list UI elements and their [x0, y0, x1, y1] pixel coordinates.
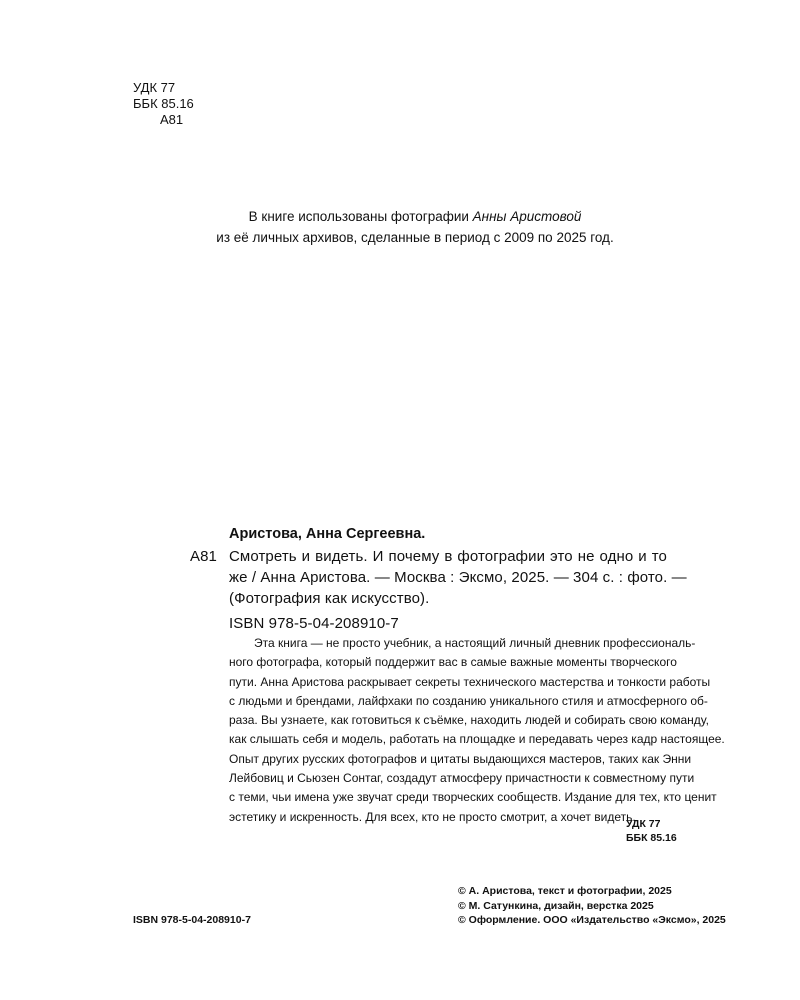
copyright-line: © Оформление. ООО «Издательство «Эксмо», 2025	[458, 914, 726, 926]
annotation-line: с теми, чьи имена уже звучат среди творческих сообществ. Издание для тех, кто ценит	[229, 790, 717, 805]
author-heading: Аристова, Анна Сергеевна.	[229, 526, 426, 542]
copyright-line: © А. Аристова, текст и фотографии, 2025	[458, 885, 672, 897]
isbn-bottom: ISBN 978-5-04-208910-7	[133, 914, 251, 926]
photo-note-prefix: В книге использованы фотографии	[248, 209, 473, 224]
annotation-line: Лейбовиц и Сьюзен Сонтаг, создадут атмосферу причастности к совместному пути	[229, 771, 695, 786]
annotation-line: ного фотографа, который поддержит вас в самые важные моменты творческого	[229, 655, 677, 670]
description-line: Смотреть и видеть. И почему в фотографии это не одно и то	[229, 548, 667, 565]
bbk-code: ББК 85.16	[133, 96, 194, 111]
photo-note-line-2: из её личных архивов, сделанные в период с 2009 по 2025 год.	[216, 230, 614, 245]
classification-block-top	[133, 80, 194, 128]
author-mark: А81	[160, 112, 184, 127]
udk-code-bottom: УДК 77	[626, 818, 661, 830]
photographer-name: Анны Аристовой	[472, 209, 582, 224]
bibliographic-description	[229, 546, 687, 609]
author-mark-left: А81	[190, 548, 217, 565]
copyright-line: © М. Сатункина, дизайн, верстка 2025	[458, 899, 654, 912]
photo-credit-note	[200, 206, 630, 248]
description-line: же / Анна Аристова. — Москва : Эксмо, 2025. — 304 с. : фото. —	[229, 569, 687, 586]
description-line: (Фотография как искусство).	[229, 590, 430, 607]
annotation-line: Эта книга — не просто учебник, а настоящий личный дневник профессиональ-	[254, 636, 696, 650]
bbk-code-bottom: ББК 85.16	[626, 831, 677, 844]
annotation-line: как слышать себя и модель, работать на площадке и передавать через кадр настоящее.	[229, 732, 725, 747]
annotation	[229, 634, 725, 827]
annotation-line: эстетику и искренность. Для всех, кто не просто смотрит, а хочет видеть.	[229, 809, 636, 824]
isbn-record: ISBN 978-5-04-208910-7	[229, 615, 399, 632]
annotation-line: с людьми и брендами, лайфхаки по созданию уникального стиля и атмосферного об-	[229, 693, 708, 708]
annotation-line: пути. Анна Аристова раскрывает секреты технического мастерства и тонкости работы	[229, 674, 711, 689]
udk-code: УДК 77	[133, 80, 176, 95]
annotation-line: Опыт других русских фотографов и цитаты выдающихся мастеров, таких как Энни	[229, 751, 692, 766]
classification-block-bottom	[626, 818, 677, 845]
copyright-block	[458, 884, 726, 928]
annotation-line: раза. Вы узнаете, как готовиться к съёмке, находить людей и собирать свою команду,	[229, 713, 709, 728]
photo-note-line-1	[200, 206, 630, 227]
